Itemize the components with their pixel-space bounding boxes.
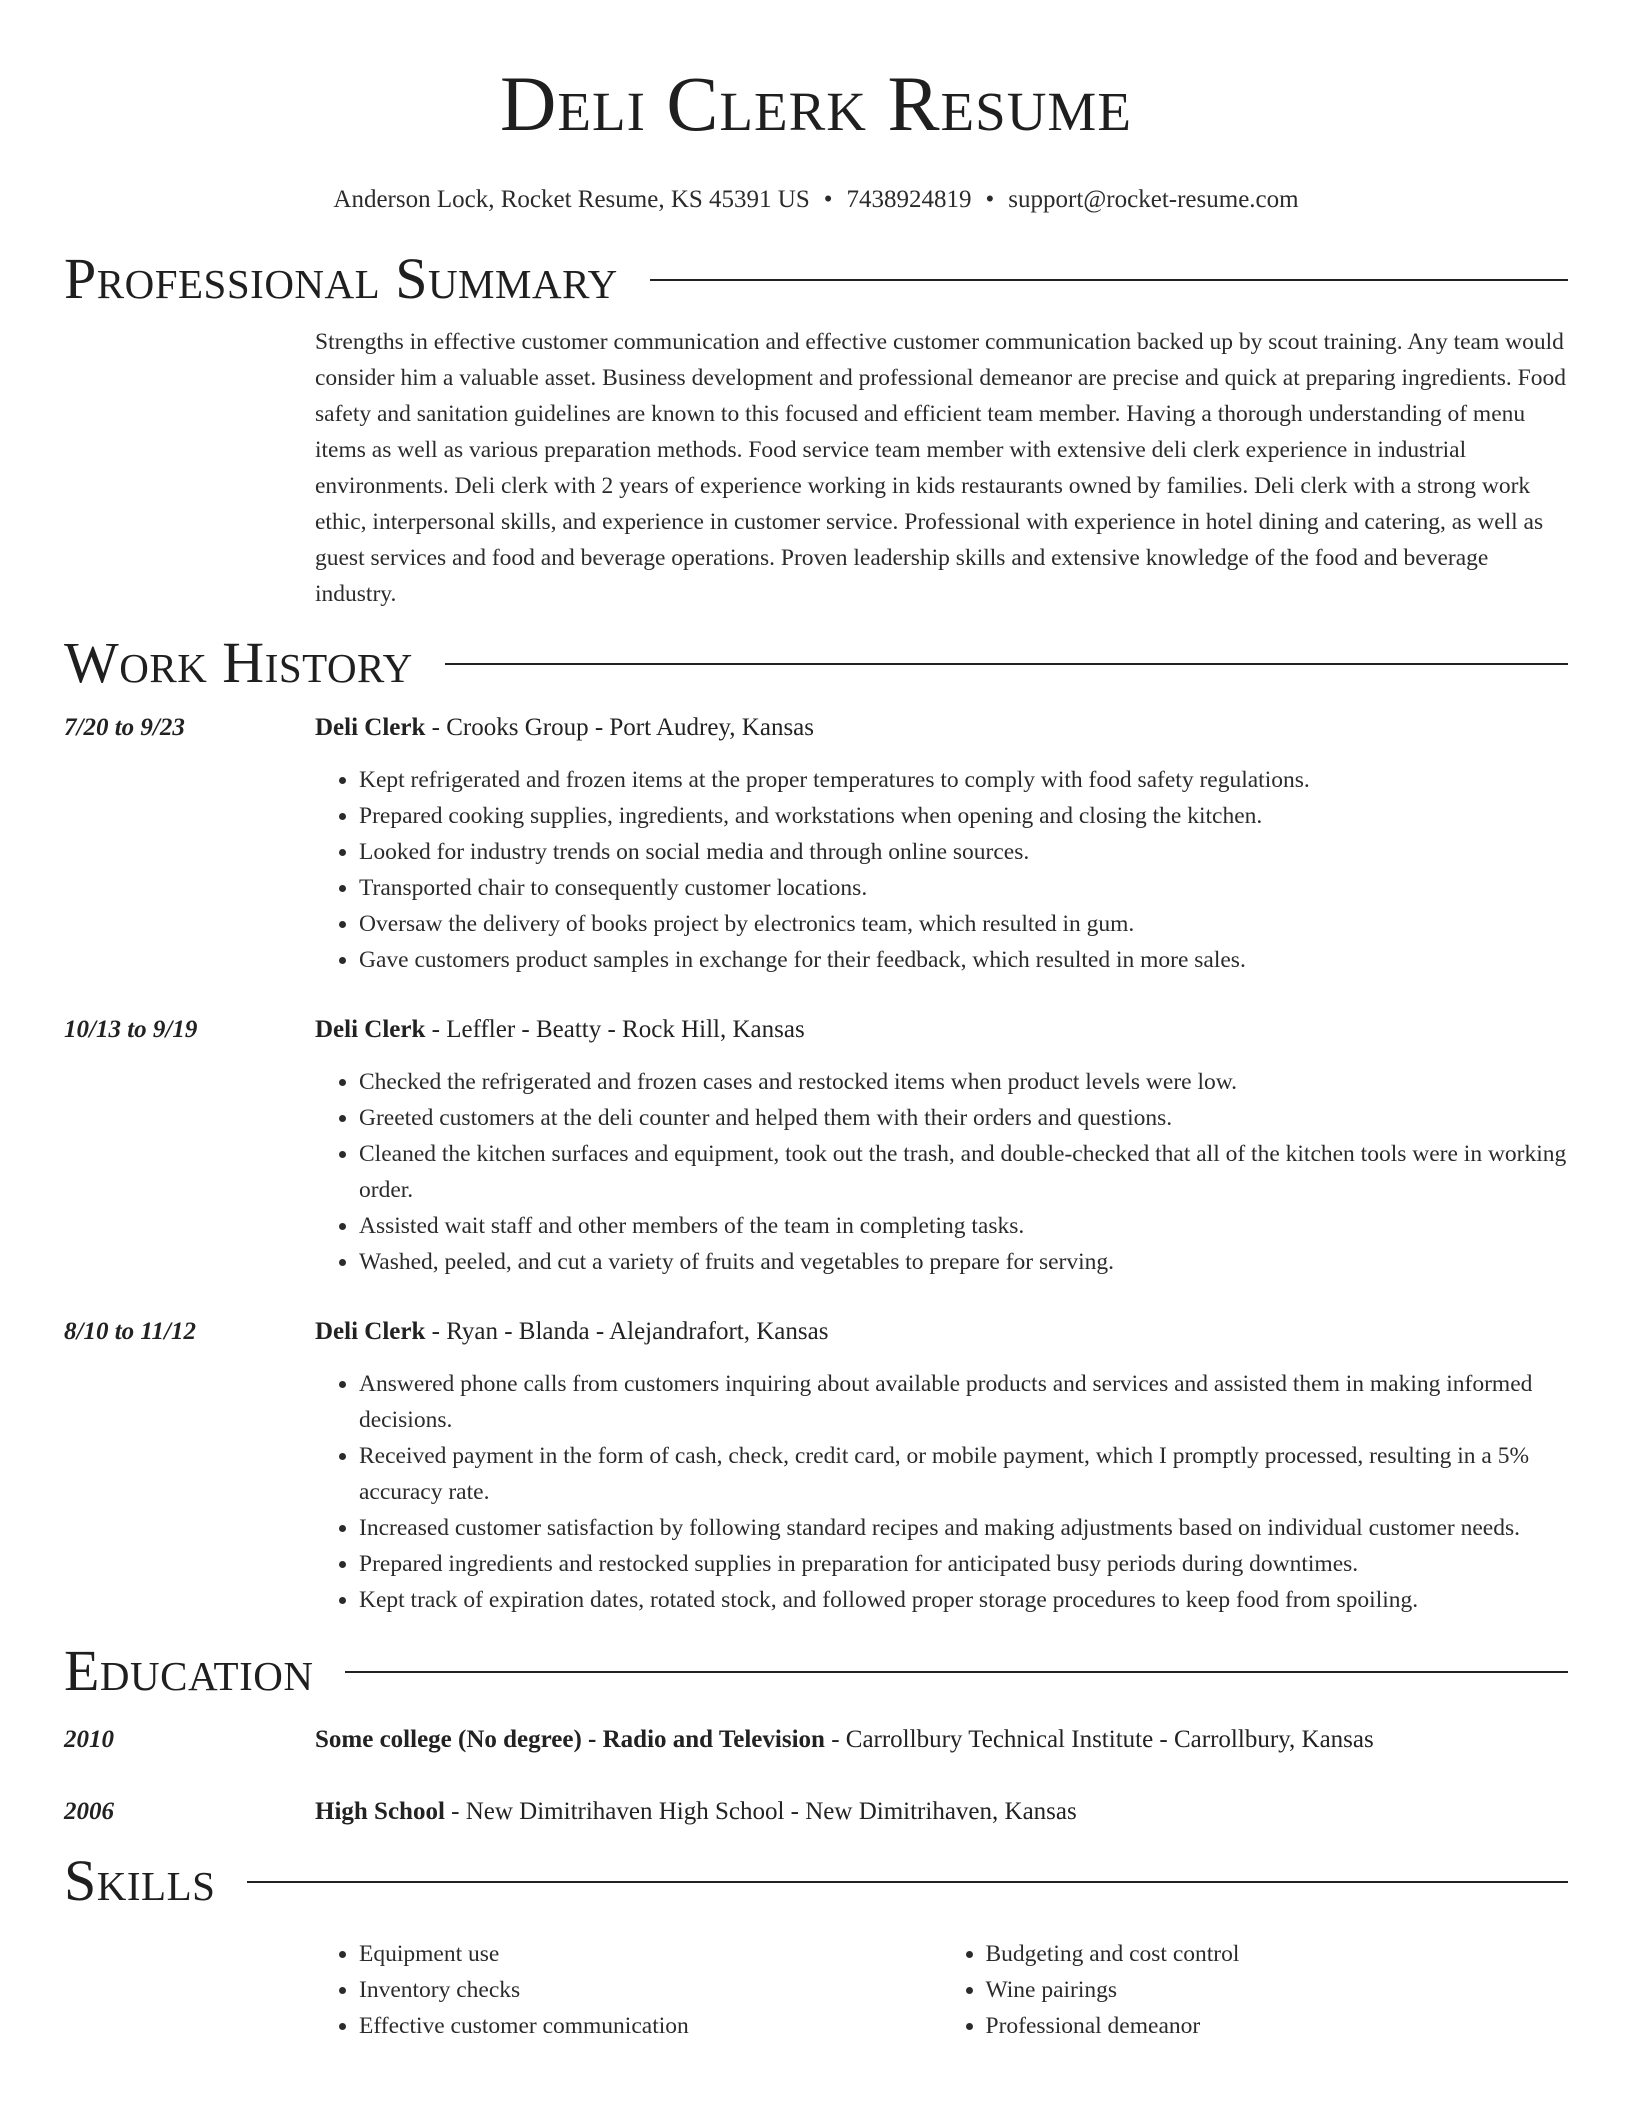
work-section-header <box>64 630 1568 696</box>
education-year: 2006 <box>64 1798 114 1825</box>
skill-item: • Effective customer communication <box>359 2008 942 2044</box>
skill-item: • Budgeting and cost control <box>986 1936 1569 1972</box>
job-header <box>315 1314 1568 1350</box>
job-bullet: • Assisted wait staff and other members of the team in completing tasks. <box>359 1208 1568 1244</box>
job-details: - Ryan - Blanda - Alejandrafort, Kansas <box>425 1318 829 1345</box>
job-header <box>315 1012 1568 1048</box>
contact-line <box>64 184 1568 216</box>
job-title: Deli Clerk <box>315 1318 426 1345</box>
job-bullet: • Received payment in the form of cash, check, credit card, or mobile payment, which I promptly processed, resulting in a 5% accuracy rate. <box>359 1438 1568 1510</box>
job-entry <box>64 710 1568 978</box>
job-bullet: • Oversaw the delivery of books project by electronics team, which resulted in gum. <box>359 906 1568 942</box>
section-divider <box>247 1881 1568 1883</box>
summary-section-header <box>64 246 1568 312</box>
skill-item: • Inventory checks <box>359 1972 942 2008</box>
skills-section-header <box>64 1848 1568 1914</box>
resume-title: Deli Clerk Resume <box>500 60 1132 147</box>
job-bullet: • Transported chair to consequently customer locations. <box>359 870 1568 906</box>
job-bullet: • Prepared cooking supplies, ingredients, and workstations when opening and closing the kitchen. <box>359 798 1568 834</box>
education-degree: High School <box>315 1798 445 1825</box>
skills-column-2 <box>942 1936 1569 2044</box>
contact-email: support@rocket-resume.com <box>1008 186 1299 213</box>
job-bullet: • Gave customers product samples in exchange for their feedback, which resulted in more sales. <box>359 942 1568 978</box>
job-entry <box>64 1012 1568 1280</box>
job-bullet: • Kept track of expiration dates, rotated stock, and followed proper storage procedures to keep food from spoiling. <box>359 1582 1568 1618</box>
education-degree: Some college (No degree) - Radio and Television <box>315 1726 825 1753</box>
skill-item: • Equipment use <box>359 1936 942 1972</box>
resume-page <box>64 0 1568 2044</box>
skills-heading: Skills <box>64 1848 216 1913</box>
job-details: - Leffler - Beatty - Rock Hill, Kansas <box>425 1016 805 1043</box>
job-title: Deli Clerk <box>315 714 426 741</box>
contact-address: Anderson Lock, Rocket Resume, KS 45391 US <box>333 186 810 213</box>
education-details: - Carrollbury Technical Institute - Carrollbury, Kansas <box>824 1726 1374 1753</box>
contact-separator: • <box>985 186 995 213</box>
job-dates: 7/20 to 9/23 <box>64 714 185 741</box>
job-bullet: • Increased customer satisfaction by following standard recipes and making adjustments based on individual customer needs. <box>359 1510 1568 1546</box>
work-heading: Work History <box>64 630 413 695</box>
education-details: - New Dimitrihaven High School - New Dimitrihaven, Kansas <box>444 1798 1077 1825</box>
job-title: Deli Clerk <box>315 1016 426 1043</box>
summary-text: Strengths in effective customer communication and effective customer communication backed up by scout training. Any team would consider him a valuable asset. Business development and professional demeanor are precise and quick at preparing ingredients. Food safety and sanitation guidelines are known to this focused and efficient team member. Having a thorough understanding of menu items as well as various preparation methods. Food service team member with extensive deli clerk experience in industrial environments. Deli clerk with 2 years of experience working in kids restaurants owned by families. Deli clerk with a strong work ethic, interpersonal skills, and experience in customer service. Professional with experience in hotel dining and catering, as well as guest services and food and beverage operations. Proven leadership skills and extensive knowledge of the food and beverage industry. <box>315 329 1566 607</box>
job-bullets <box>315 762 1568 978</box>
skill-item: • Professional demeanor <box>986 2008 1569 2044</box>
job-bullet: • Looked for industry trends on social media and through online sources. <box>359 834 1568 870</box>
job-bullet: • Greeted customers at the deli counter and helped them with their orders and questions. <box>359 1100 1568 1136</box>
contact-phone: 7438924819 <box>846 186 972 213</box>
job-bullet: • Washed, peeled, and cut a variety of fruits and vegetables to prepare for serving. <box>359 1244 1568 1280</box>
job-bullet: • Cleaned the kitchen surfaces and equipment, took out the trash, and double-checked that all of the kitchen tools were in working order. <box>359 1136 1568 1208</box>
section-divider <box>345 1671 1568 1673</box>
education-entry <box>64 1794 1568 1830</box>
job-bullets <box>315 1064 1568 1280</box>
education-section-header <box>64 1638 1568 1704</box>
job-header <box>315 710 1568 746</box>
education-entry <box>64 1722 1568 1758</box>
job-entry <box>64 1314 1568 1618</box>
job-dates: 8/10 to 11/12 <box>64 1318 196 1345</box>
job-bullet: • Answered phone calls from customers inquiring about available products and services and assisted them in making informed decisions. <box>359 1366 1568 1438</box>
skills-list <box>315 1936 1568 2044</box>
skills-column-1 <box>315 1936 942 2044</box>
section-divider <box>445 663 1568 665</box>
section-divider <box>650 279 1568 281</box>
contact-separator: • <box>823 186 833 213</box>
job-bullet: • Prepared ingredients and restocked supplies in preparation for anticipated busy periods during downtimes. <box>359 1546 1568 1582</box>
job-bullet: • Checked the refrigerated and frozen cases and restocked items when product levels were low. <box>359 1064 1568 1100</box>
job-bullet: • Kept refrigerated and frozen items at the proper temperatures to comply with food safety regulations. <box>359 762 1568 798</box>
job-bullets <box>315 1366 1568 1618</box>
skill-item: • Wine pairings <box>986 1972 1569 2008</box>
education-heading: Education <box>64 1638 314 1703</box>
job-details: - Crooks Group - Port Audrey, Kansas <box>425 714 815 741</box>
job-dates: 10/13 to 9/19 <box>64 1016 198 1043</box>
education-year: 2010 <box>64 1726 114 1753</box>
summary-heading: Professional Summary <box>64 246 618 311</box>
